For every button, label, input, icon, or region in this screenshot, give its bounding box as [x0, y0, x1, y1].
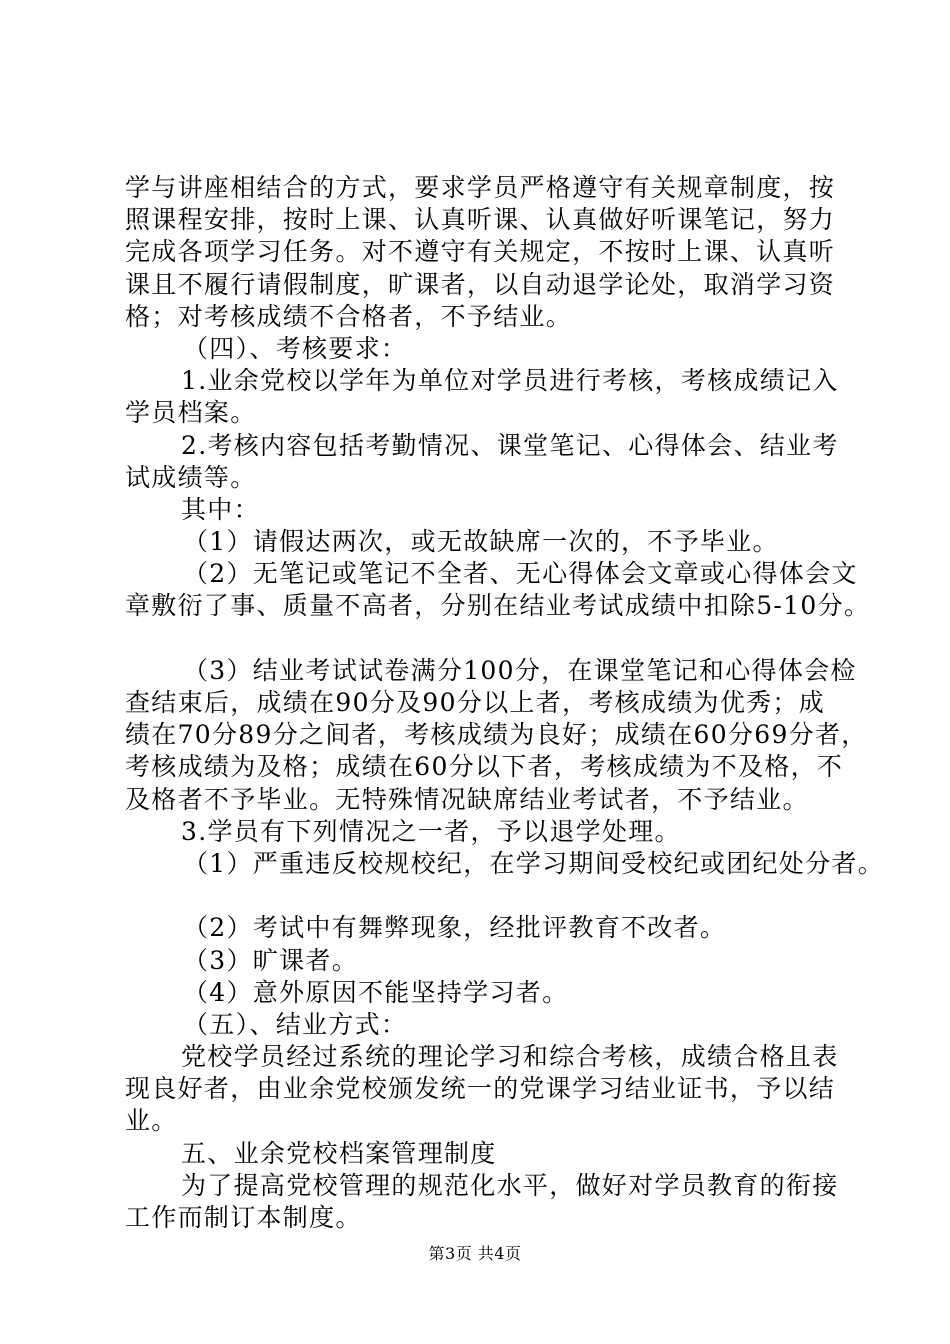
text-line: 照课程安排，按时上课、认真听课、认真做好听课笔记，努力 [125, 205, 836, 235]
item-3: 3.学员有下列情况之一者，予以退学处理。 [181, 816, 681, 846]
text-line: 学员档案。 [125, 398, 257, 428]
withdraw-item-2: （2）考试中有舞弊现象，经批评教育不改者。 [183, 913, 727, 943]
text-line: 业。 [125, 1106, 178, 1136]
blank-line [125, 880, 840, 912]
text-line: 试成绩等。 [125, 462, 257, 492]
paragraph-archive [125, 1170, 840, 1234]
text-line: 2.考核内容包括考勤情况、课堂笔记、心得体会、结业考 [181, 430, 839, 460]
text-line: 课且不履行请假制度，旷课者，以自动退学论处，取消学习资 [125, 269, 836, 299]
text-line: 为了提高党校管理的规范化水平，做好对学员教育的衔接 [181, 1170, 839, 1200]
text-line: 绩在70分89分之间者，考核成绩为良好；成绩在60分69分者， [125, 720, 868, 750]
blank-line [125, 623, 840, 655]
text-line: 学与讲座相结合的方式，要求学员严格遵守有关规章制度，按 [125, 173, 836, 202]
text-line: 工作而制订本制度。 [125, 1203, 362, 1232]
text-line: 章敷衍了事、质量不高者，分别在结业考试成绩中扣除5-10分。 [125, 591, 871, 621]
among-label: 其中： [181, 494, 260, 524]
heading-graduation: （五）、结业方式： [183, 1009, 408, 1039]
paragraph-graduation [125, 1041, 840, 1138]
item-1 [125, 365, 840, 429]
text-line: 完成各项学习任务。对不遵守有关规定，不按时上课、认真听 [125, 237, 836, 267]
paragraph-rules [125, 172, 840, 333]
withdraw-item-1: （1）严重违反校规校纪，在学习期间受校纪或团纪处分者。 [183, 848, 885, 878]
text-line: 及格者不予毕业。无特殊情况缺席结业考试者，不予结业。 [125, 784, 809, 814]
text-line: （2）无笔记或笔记不全者、无心得体会文章或心得体会文 [183, 559, 858, 589]
text-line: 现良好者，由业余党校颁发统一的党课学习结业证书，予以结 [125, 1074, 836, 1104]
text-line: 党校学员经过系统的理论学习和综合考核，成绩合格且表 [181, 1042, 839, 1072]
document-body [125, 172, 885, 1234]
text-line: 格；对考核成绩不合格者，不予结业。 [125, 301, 573, 331]
sub-item-2 [125, 558, 871, 622]
withdraw-item-4: （4）意外原因不能坚持学习者。 [183, 977, 569, 1007]
item-2 [125, 430, 840, 494]
heading-assessment: （四）、考核要求： [183, 333, 408, 363]
text-line: 考核成绩为及格；成绩在60分以下者，考核成绩为不及格，不 [125, 752, 844, 782]
text-line: 1.业余党校以学年为单位对学员进行考核，考核成绩记入 [181, 366, 839, 396]
sub-item-1: （1）请假达两次，或无故缺席一次的，不予毕业。 [183, 527, 779, 557]
page-footer: 第3页 共4页 [428, 1244, 522, 1263]
text-line: （3）结业考试试卷满分100分，在课堂笔记和心得体会检 [183, 655, 857, 685]
withdraw-item-3: （3）旷课者。 [183, 945, 359, 975]
section-title-archive: 五、业余党校档案管理制度 [181, 1138, 497, 1168]
text-line: 查结束后，成绩在90分及90分以上者，考核成绩为优秀；成 [125, 688, 826, 717]
sub-item-3 [125, 655, 868, 816]
